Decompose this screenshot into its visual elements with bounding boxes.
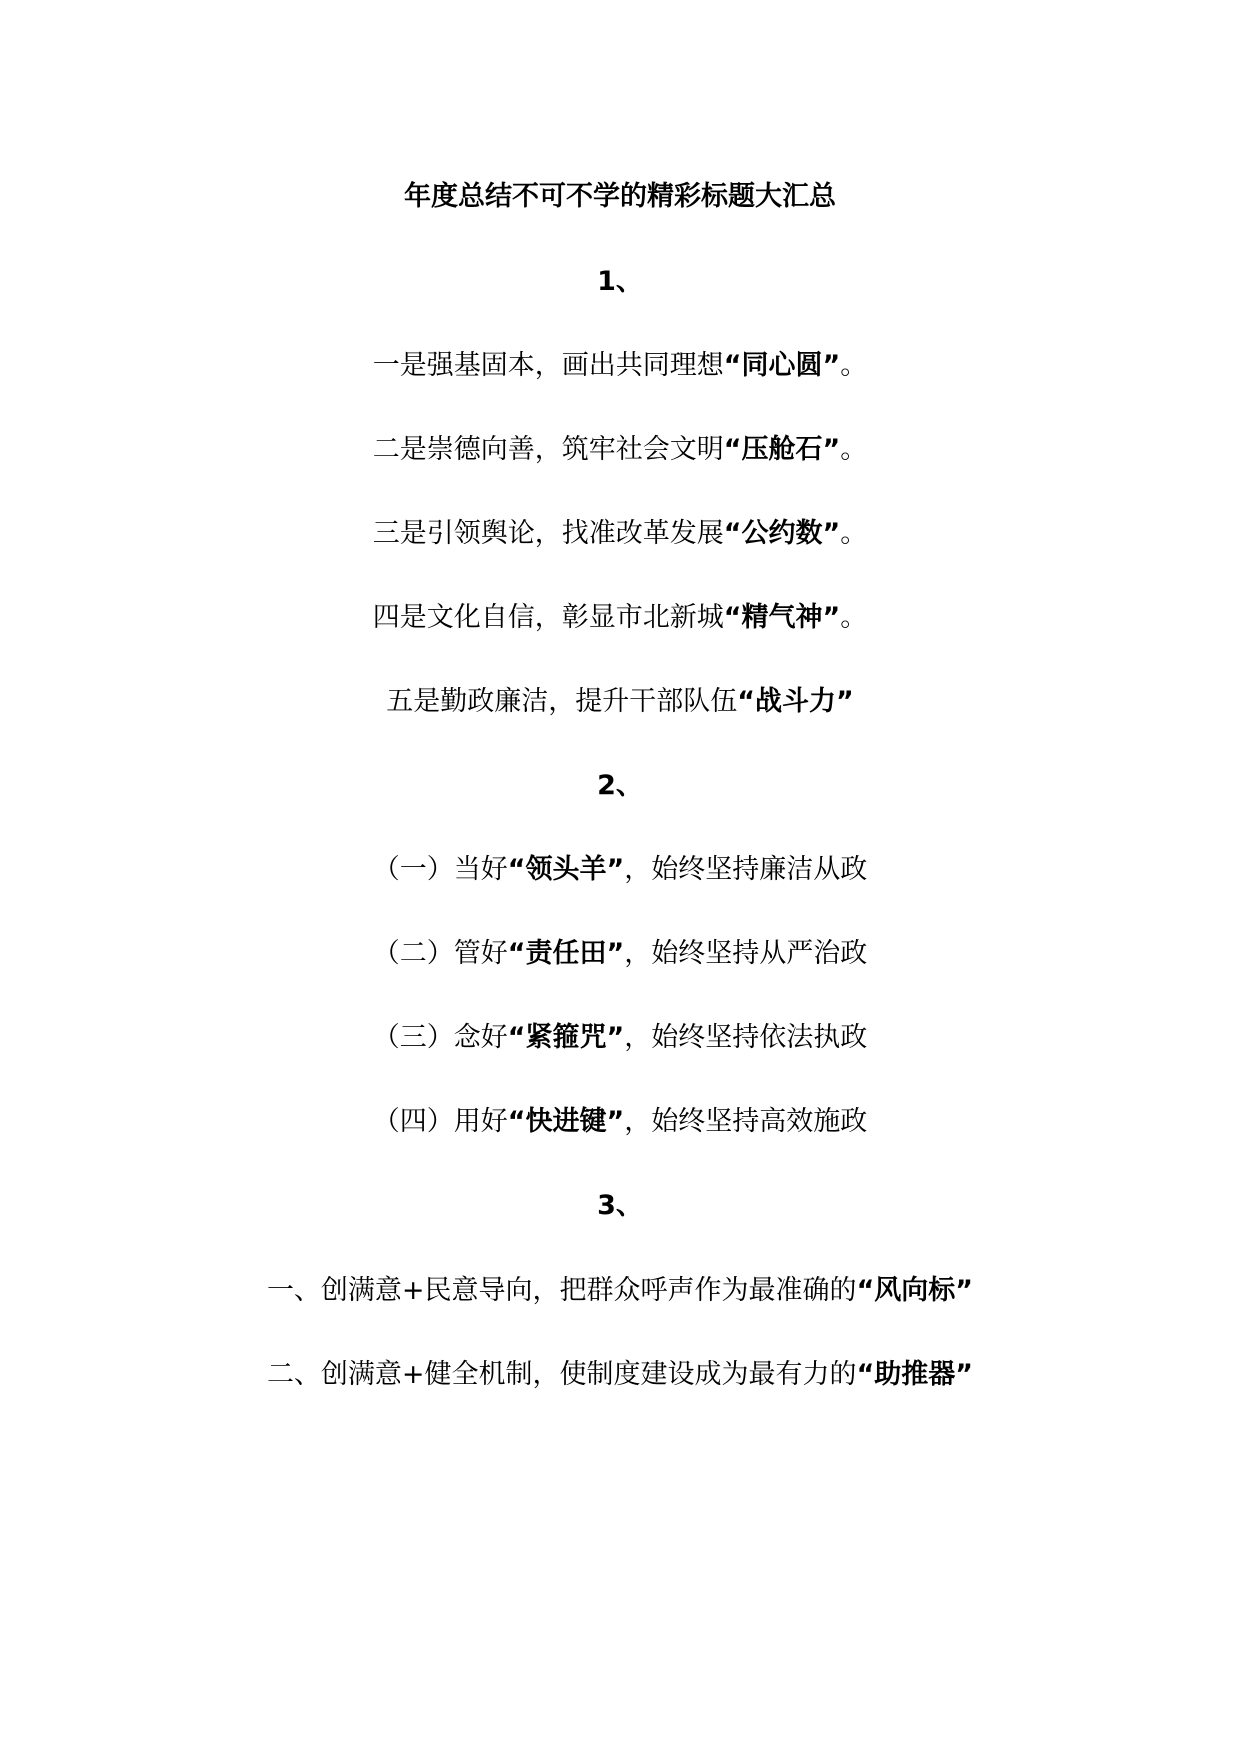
item-highlight: “领头羊” [507, 854, 625, 885]
item-suffix: ，始终坚持廉洁从政 [624, 854, 868, 885]
list-item [0, 598, 1240, 638]
list-item [0, 1355, 1240, 1395]
item-suffix: ，始终坚持依法执政 [624, 1022, 868, 1053]
item-suffix: 。 [840, 434, 868, 465]
list-item [0, 682, 1240, 722]
item-suffix: 。 [840, 350, 868, 381]
item-text: 二是崇德向善，筑牢社会文明 [372, 434, 724, 465]
item-suffix: ，始终坚持高效施政 [624, 1106, 868, 1137]
item-suffix: ，始终坚持从严治政 [624, 938, 868, 969]
list-item [0, 346, 1240, 386]
item-highlight: “公约数” [723, 518, 841, 549]
item-highlight: “压舱石” [723, 434, 841, 465]
item-text: 一是强基固本，画出共同理想 [372, 350, 724, 381]
document-title: 年度总结不可不学的精彩标题大汇总 [404, 181, 836, 212]
list-item [0, 514, 1240, 554]
item-highlight: “同心圆” [723, 350, 841, 381]
list-item [0, 934, 1240, 974]
item-text: （二）管好 [372, 938, 508, 969]
list-item [0, 430, 1240, 470]
section-number: 3、 [597, 1190, 643, 1221]
item-text: 一、创满意+民意导向，把群众呼声作为最准确的 [266, 1275, 857, 1306]
item-text: 三是引领舆论，找准改革发展 [372, 518, 724, 549]
item-highlight: “精气神” [723, 602, 841, 633]
item-text: 五是勤政廉洁，提升干部队伍 [386, 686, 738, 717]
list-item [0, 1102, 1240, 1142]
list-item [0, 1018, 1240, 1058]
item-text: （一）当好 [372, 854, 508, 885]
item-highlight: “战斗力” [737, 686, 854, 717]
item-highlight: “责任田” [507, 938, 625, 969]
item-text: （四）用好 [372, 1106, 508, 1137]
item-highlight: “风向标” [856, 1275, 974, 1306]
item-text: 四是文化自信，彰显市北新城 [372, 602, 724, 633]
section-number: 2、 [597, 770, 643, 801]
item-highlight: “助推器” [856, 1359, 974, 1390]
item-suffix: 。 [840, 602, 868, 633]
item-highlight: “快进键” [507, 1106, 625, 1137]
list-item [0, 850, 1240, 890]
item-highlight: “紧箍咒” [507, 1022, 625, 1053]
item-text: 二、创满意+健全机制，使制度建设成为最有力的 [266, 1359, 857, 1390]
list-item [0, 1271, 1240, 1311]
item-text: （三）念好 [372, 1022, 508, 1053]
item-suffix: 。 [840, 518, 868, 549]
section-number: 1、 [597, 266, 643, 297]
